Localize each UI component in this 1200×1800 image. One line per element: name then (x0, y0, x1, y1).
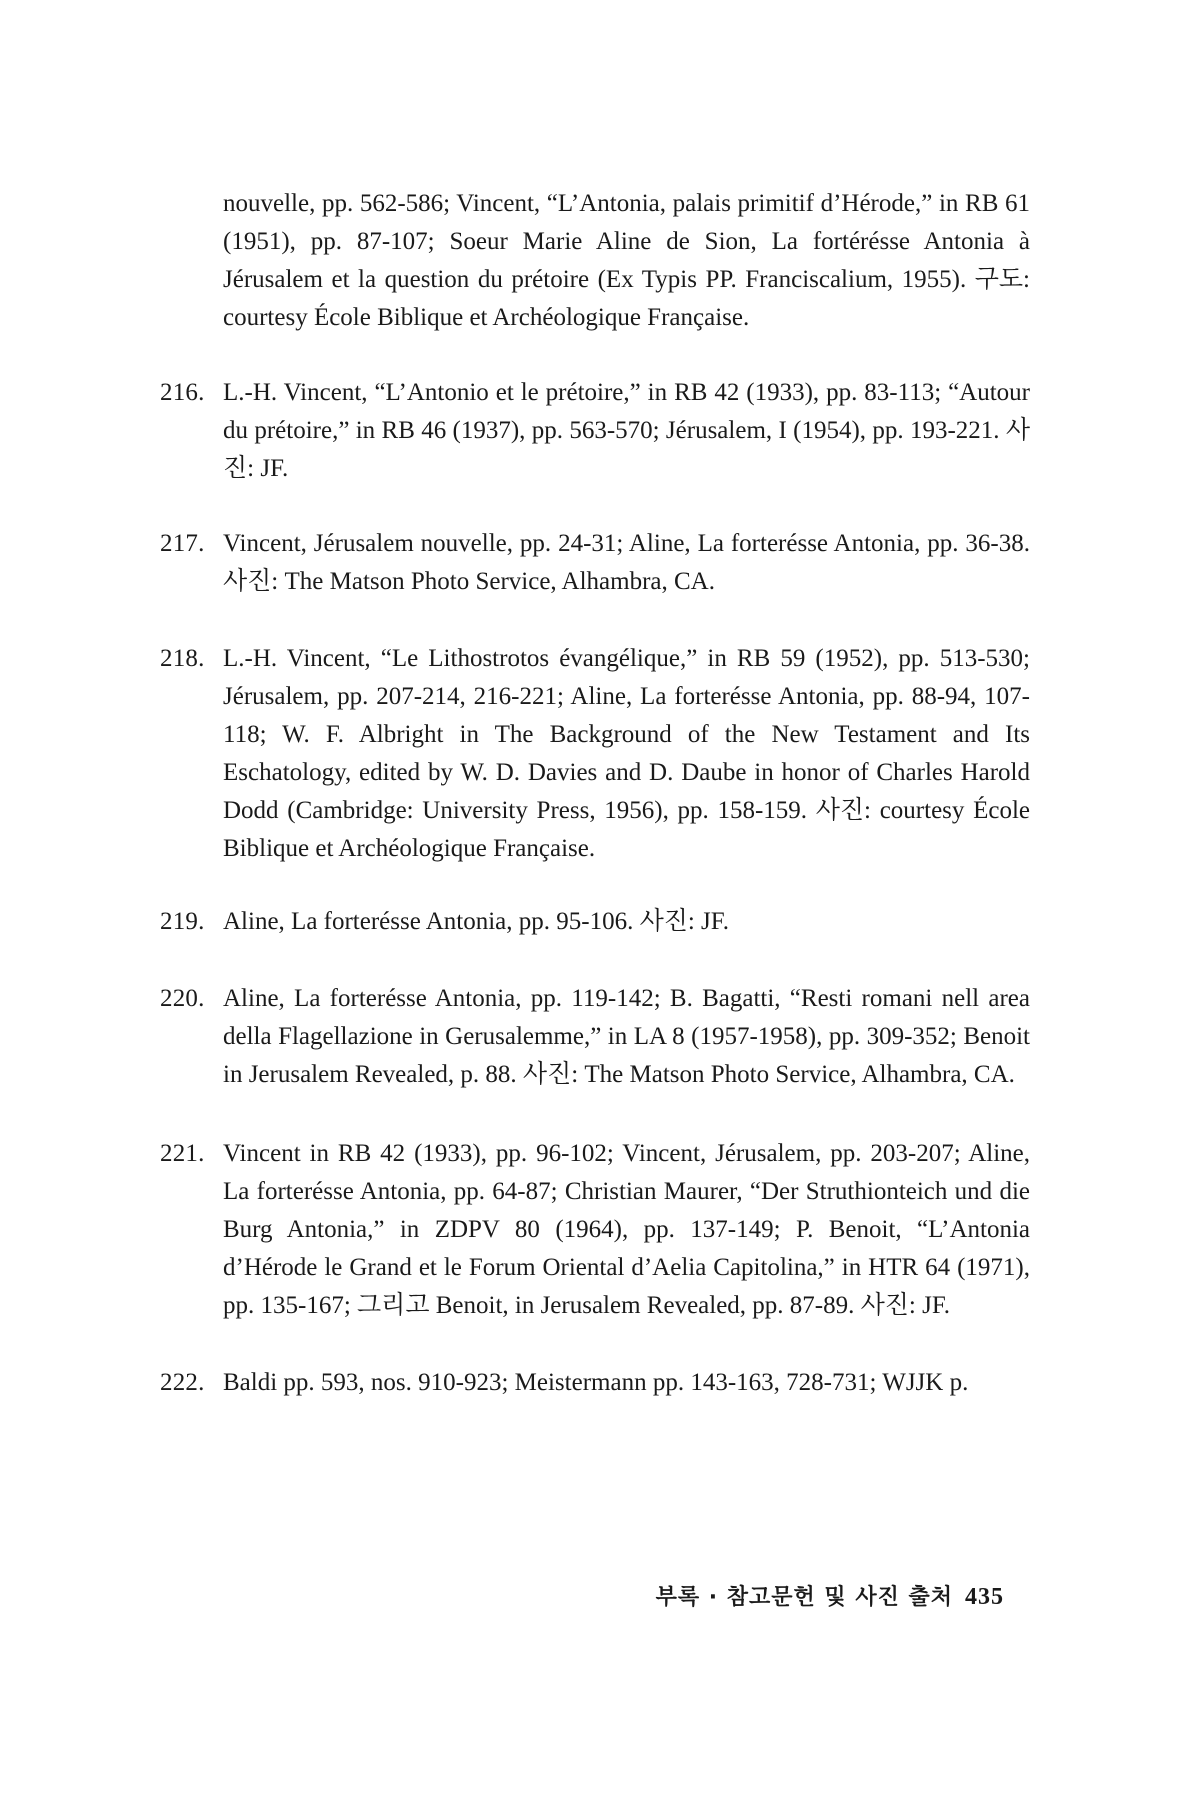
endnote-219 (160, 903, 1030, 941)
endnote-number: 220. (160, 985, 205, 1012)
endnote-text: Aline, La forterésse Antonia, pp. 119-142; B. Bagatti, “Resti romani nell area della Flagellazione in Gerusalemme,” in LA 8 (1957-1958), pp. 309-352; Benoit in Jerusalem Revealed, p. 88. 사진: The Matson Photo Service, Alhambra, CA. (223, 985, 1030, 1088)
endnote-222 (160, 1364, 1030, 1402)
endnote-220 (160, 980, 1030, 1094)
page-footer (656, 1580, 1004, 1611)
page-number: 435 (965, 1584, 1004, 1610)
endnote-number: 218. (160, 645, 205, 672)
endnote-text: Aline, La forterésse Antonia, pp. 95-106. 사진: JF. (223, 908, 729, 935)
endnote-216 (160, 374, 1030, 488)
endnote-text: nouvelle, pp. 562-586; Vincent, “L’Antonia, palais primitif d’Hérode,” in RB 61 (1951), pp. 87-107; Soeur Marie Aline de Sion, La fortérésse Antonia à Jérusalem et la question du prétoire (Ex Typis PP. Franciscalium, 1955). 구도: courtesy École Biblique et Archéologique Française. (223, 190, 1030, 331)
endnote-number: 221. (160, 1140, 205, 1167)
endnote-text: L.-H. Vincent, “L’Antonio et le prétoire,” in RB 42 (1933), pp. 83-113; “Autour du prétoire,” in RB 46 (1937), pp. 563-570; Jérusalem, I (1954), pp. 193-221. 사진: JF. (223, 379, 1030, 482)
endnote-number: 219. (160, 908, 205, 935)
endnote-text: Vincent, Jérusalem nouvelle, pp. 24-31; Aline, La forterésse Antonia, pp. 36-38. 사진: The Matson Photo Service, Alhambra, CA. (223, 530, 1030, 595)
endnote-text: L.-H. Vincent, “Le Lithostrotos évangélique,” in RB 59 (1952), pp. 513-530; Jérusalem, pp. 207-214, 216-221; Aline, La forterésse Antonia, pp. 88-94, 107-118; W. F. Albright in The Background of the New Testament and Its Eschatology, edited by W. D. Davies and D. Daube in honor of Charles Harold Dodd (Cambridge: University Press, 1956), pp. 158-159. 사진: courtesy École Biblique et Archéologique Française. (223, 645, 1030, 862)
running-footer-title: 부록 · 참고문헌 및 사진 출처 (655, 1585, 953, 1610)
endnote-text: Baldi pp. 593, nos. 910-923; Meistermann pp. 143-163, 728-731; WJJK p. (223, 1369, 969, 1396)
endnote-number: 222. (160, 1369, 205, 1396)
endnotes-list (160, 185, 1030, 1402)
endnote-number: 216. (160, 379, 205, 406)
endnote-continuation (160, 185, 1030, 337)
endnote-number: 217. (160, 530, 205, 557)
endnote-221 (160, 1135, 1030, 1325)
endnote-217 (160, 525, 1030, 601)
endnote-text: Vincent in RB 42 (1933), pp. 96-102; Vincent, Jérusalem, pp. 203-207; Aline, La forterésse Antonia, pp. 64-87; Christian Maurer, “Der Struthionteich und die Burg Antonia,” in ZDPV 80 (1964), pp. 137-149; P. Benoit, “L’Antonia d’Hérode le Grand et le Forum Oriental d’Aelia Capitolina,” in HTR 64 (1971), pp. 135-167; 그리고 Benoit, in Jerusalem Revealed, pp. 87-89. 사진: JF. (223, 1140, 1030, 1319)
endnote-218 (160, 640, 1030, 868)
